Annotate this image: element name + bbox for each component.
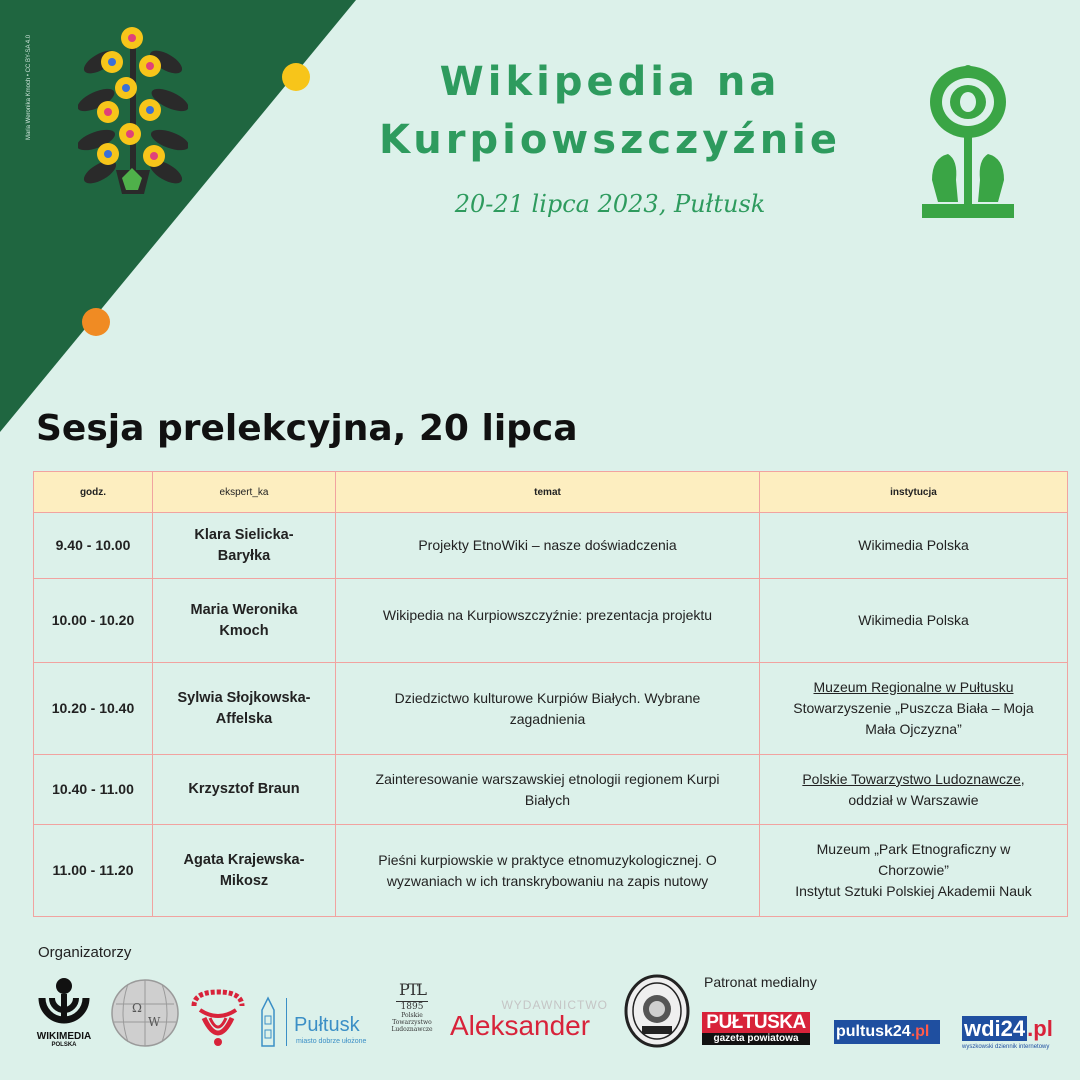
wdi24-name: wdi24 — [964, 1016, 1026, 1041]
pultusk-logo — [256, 996, 380, 1052]
ptl-name-line: Ludoznawcze — [391, 1026, 433, 1033]
session-time: 10.00 - 10.20 — [34, 579, 153, 663]
wikimedia-polska-logo — [26, 974, 102, 1048]
expert-line: Baryłka — [217, 547, 271, 564]
ptl-year: 1895 — [396, 1001, 428, 1012]
ptl-logo — [388, 980, 436, 1052]
gazeta-pultuska-logo — [702, 1012, 810, 1046]
institution-line: Stowarzyszenie „Puszcza Biała – Moja — [793, 700, 1034, 716]
wdi24-logo — [962, 1016, 1066, 1050]
publisher-label: WYDAWNICTWO — [501, 998, 608, 1012]
organizers-label: Organizatorzy — [38, 944, 132, 961]
session-expert: Krzysztof Braun — [153, 755, 336, 825]
header-expert: ekspert_ka — [153, 472, 336, 513]
header-time: godz. — [34, 472, 153, 513]
session-institution: Wikimedia Polska — [760, 579, 1068, 663]
table-row — [34, 755, 1068, 825]
institution-line: Instytut Sztuki Polskiej Akademii Nauk — [795, 883, 1032, 899]
event-date-location: 20-21 lipca 2023, Pułtusk — [454, 190, 766, 218]
pultusk-wordmark: Pułtusk — [294, 1014, 360, 1036]
table-header-row — [34, 472, 1068, 513]
pultusk24-name: pultusk24 — [836, 1023, 911, 1040]
museum-link[interactable]: Muzeum Regionalne w Pułtusku — [813, 679, 1014, 695]
expert-line: Sylwia Słojkowska- — [177, 689, 311, 706]
aleksander-publisher-logo — [448, 998, 612, 1046]
event-title-line1: Wikipedia na — [439, 59, 781, 105]
orange-dot-decoration — [82, 308, 110, 336]
publisher-name: Aleksander — [450, 1010, 591, 1041]
society-link[interactable]: Polskie Towarzystwo Ludoznawcze — [802, 770, 1021, 787]
media-patronage-label: Patronat medialny — [704, 974, 817, 990]
image-credit: Maria Weronika Kmoch • CC BY-SA 4.0 — [26, 34, 32, 140]
session-expert — [153, 513, 336, 579]
topic-line: Wikipedia na Kurpiowszczyźnie: prezentacja projektu — [382, 607, 713, 623]
wdi24-tagline: wyszkowski dziennik internetowy — [962, 1044, 1050, 1050]
topic-line: Białych — [524, 791, 571, 808]
header-topic: temat — [336, 472, 760, 513]
folk-emblem-logo — [190, 988, 246, 1050]
session-institution — [760, 755, 1068, 825]
session-time: 9.40 - 10.00 — [34, 513, 153, 579]
topic-line: Dziedzictwo kulturowe Kurpiów Białych. Wybrane — [394, 689, 701, 706]
institution-line: oddział w Warszawie — [848, 791, 979, 808]
wikimedia-subtext: POLSKA — [51, 1042, 77, 1048]
session-institution: Wikimedia Polska — [760, 513, 1068, 579]
wikimedia-icon — [36, 974, 92, 1024]
society-seal-logo — [624, 974, 690, 1048]
tree-birds-papercut-icon — [918, 62, 1018, 224]
wikipedia-globe-logo — [108, 978, 182, 1048]
topic-line: Zainteresowanie warszawskiej etnologii regionem Kurpi — [375, 770, 720, 787]
session-institution — [760, 825, 1068, 917]
session-time: 11.00 - 11.20 — [34, 825, 153, 917]
expert-line: Agata Krajewska- — [183, 851, 305, 868]
table-row — [34, 579, 1068, 663]
gazeta-title: PUŁTUSKA — [702, 1012, 810, 1033]
pultusk24-tld: .pl — [910, 1023, 930, 1040]
session-time: 10.20 - 10.40 — [34, 663, 153, 755]
ptl-monogram: PTL — [398, 980, 426, 999]
institution-suffix: , — [1020, 770, 1025, 787]
institution-line: Mała Ojczyzna” — [865, 721, 962, 737]
session-expert — [153, 825, 336, 917]
expert-line: Maria Weronika — [190, 601, 298, 618]
session-topic — [336, 825, 760, 917]
expert-line: Affelska — [215, 710, 273, 727]
session-topic — [336, 663, 760, 755]
ptl-name-line: Polskie — [401, 1012, 423, 1019]
svg-text:Ω: Ω — [132, 1001, 142, 1015]
session-topic: Projekty EtnoWiki – nasze doświadczenia — [336, 513, 760, 579]
session-expert — [153, 579, 336, 663]
expert-line: Mikosz — [219, 872, 269, 889]
pultusk-tagline: miasto dobrze ułożone — [296, 1038, 367, 1045]
gazeta-subtitle: gazeta powiatowa — [702, 1033, 810, 1045]
topic-line: wyzwaniach w ich transkrybowaniu na zapis nutowy — [386, 872, 709, 889]
expert-line: Kmoch — [219, 622, 269, 639]
table-row — [34, 663, 1068, 755]
table-row — [34, 825, 1068, 917]
svg-text:W: W — [148, 1015, 161, 1029]
wdi24-tld: .pl — [1027, 1016, 1053, 1041]
ptl-name-line: Towarzystwo — [392, 1019, 432, 1026]
session-heading: Sesja prelekcyjna, 20 lipca — [36, 408, 578, 449]
town-hall-tower-icon — [256, 996, 280, 1048]
pultusk24-logo — [834, 1020, 940, 1044]
session-topic — [336, 579, 760, 663]
session-topic — [336, 755, 760, 825]
institution-line: Chorzowie” — [878, 862, 949, 878]
wikimedia-text: WIKIMEDIA — [36, 1031, 92, 1042]
institution-line: Muzeum „Park Etnograficzny w — [816, 841, 1011, 857]
expert-line: Klara Sielicka- — [194, 526, 294, 543]
folk-flower-papercut-icon — [78, 22, 188, 198]
session-expert — [153, 663, 336, 755]
session-institution — [760, 663, 1068, 755]
event-title-line2: Kurpiowszczyźnie — [378, 117, 842, 163]
topic-line: zagadnienia — [509, 710, 586, 727]
table-row — [34, 513, 1068, 579]
session-time: 10.40 - 11.00 — [34, 755, 153, 825]
header-institution: instytucja — [760, 472, 1068, 513]
schedule-table — [33, 471, 1068, 917]
topic-line: Pieśni kurpiowskie w praktyce etnomuzykologicznej. O — [378, 851, 717, 868]
